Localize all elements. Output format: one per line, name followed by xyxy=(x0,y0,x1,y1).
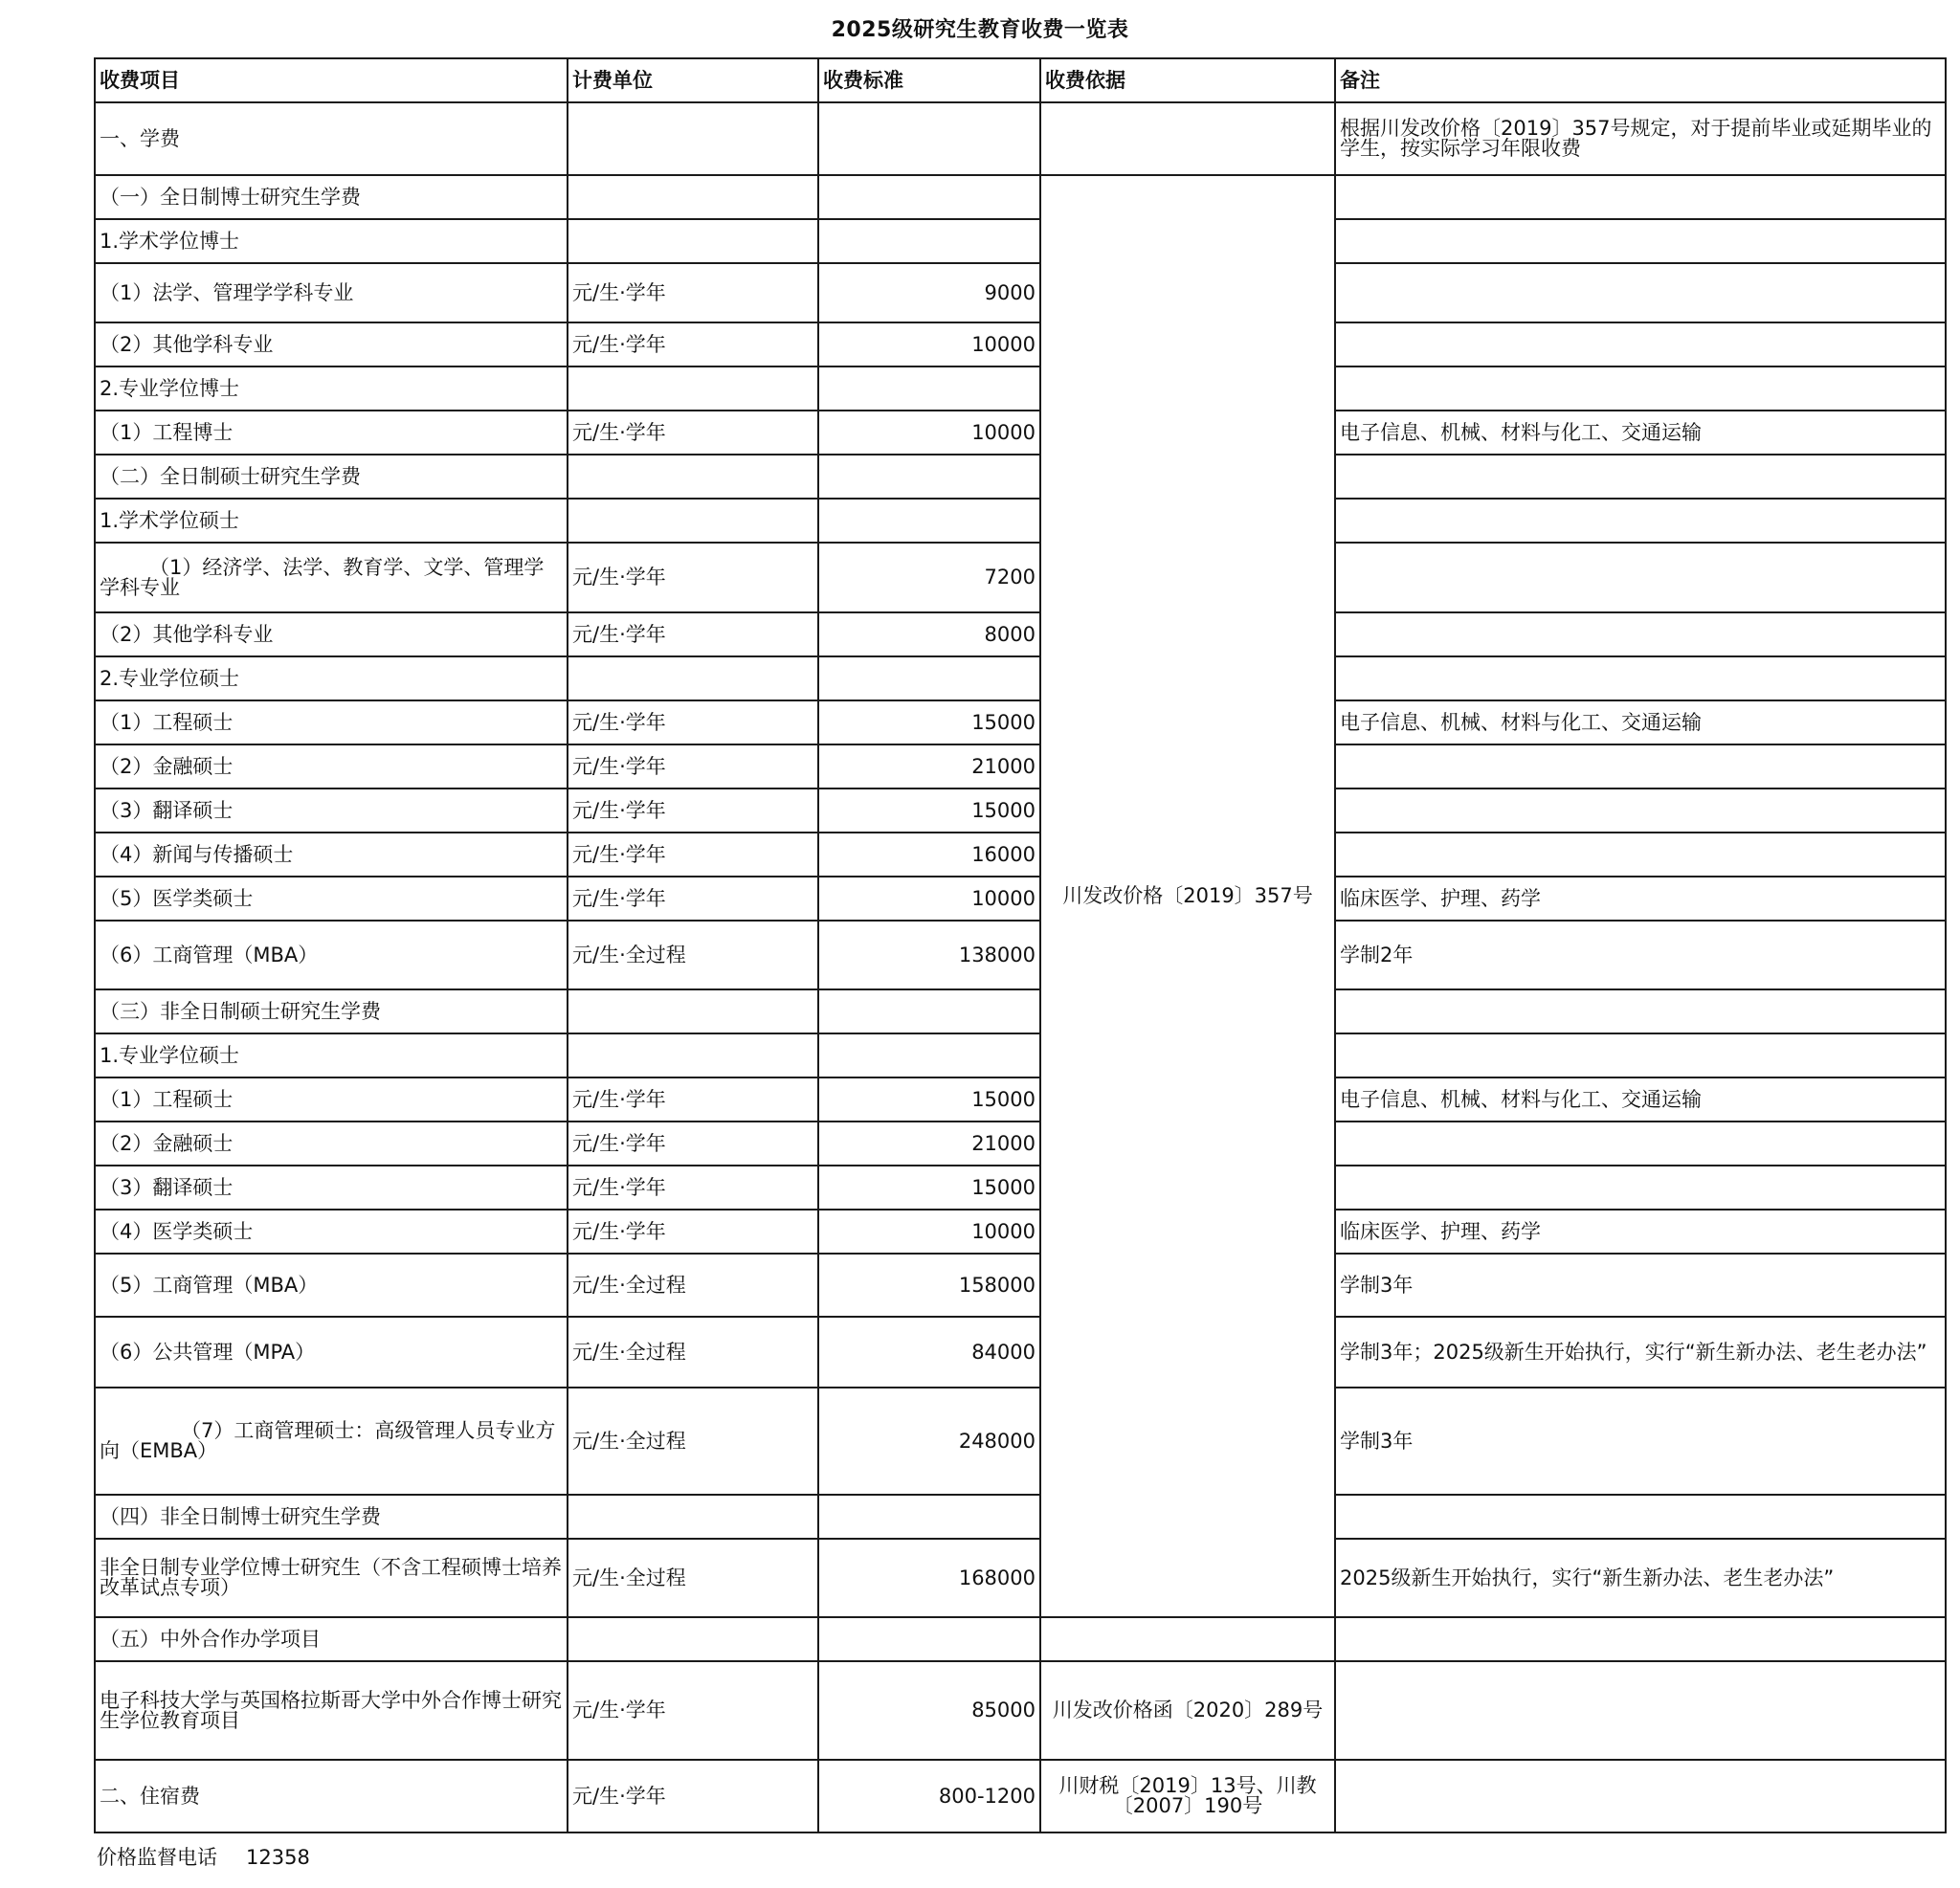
fee-note: 学制3年；2025级新生开始执行，实行“新生新办法、老生老办法” xyxy=(1335,1317,1946,1388)
fee-basis: 川发改价格函〔2020〕289号 xyxy=(1040,1661,1335,1760)
hotline-phone: 12358 xyxy=(246,1846,310,1869)
fee-standard: 10000 xyxy=(818,322,1040,366)
fee-item: 1.学术学位硕士 xyxy=(95,499,568,543)
fee-basis xyxy=(1040,1617,1335,1661)
fee-item: 2.专业学位博士 xyxy=(95,366,568,411)
fee-item: （2）其他学科专业 xyxy=(95,322,568,366)
fee-standard: 16000 xyxy=(818,833,1040,877)
table-row xyxy=(95,175,1946,219)
fee-note xyxy=(1335,175,1946,219)
fee-item: （四）非全日制博士研究生学费 xyxy=(95,1495,568,1539)
fee-note: 临床医学、护理、药学 xyxy=(1335,1210,1946,1254)
fee-standard: 85000 xyxy=(818,1661,1040,1760)
fee-unit: 元/生·全过程 xyxy=(568,1317,818,1388)
fee-unit: 元/生·学年 xyxy=(568,1122,818,1166)
table-row xyxy=(95,989,1946,1033)
table-row xyxy=(95,1254,1946,1317)
fee-unit: 元/生·学年 xyxy=(568,877,818,921)
fee-standard: 10000 xyxy=(818,411,1040,455)
fee-item: 一、学费 xyxy=(95,102,568,175)
table-row xyxy=(95,1317,1946,1388)
fee-unit: 元/生·全过程 xyxy=(568,921,818,989)
fee-standard: 15000 xyxy=(818,789,1040,833)
fee-standard: 138000 xyxy=(818,921,1040,989)
fee-unit xyxy=(568,219,818,263)
fee-note xyxy=(1335,833,1946,877)
hotline-label: 价格监督电话 xyxy=(97,1846,217,1869)
fee-standard: 248000 xyxy=(818,1388,1040,1495)
fee-standard: 168000 xyxy=(818,1539,1040,1617)
fee-item: （1）工程硕士 xyxy=(95,1077,568,1122)
fee-unit xyxy=(568,175,818,219)
fee-item: （5）工商管理（MBA） xyxy=(95,1254,568,1317)
fee-standard: 10000 xyxy=(818,877,1040,921)
fee-item: 非全日制专业学位博士研究生（不含工程硕博士培养改革试点专项） xyxy=(95,1539,568,1617)
fee-unit: 元/生·学年 xyxy=(568,322,818,366)
fee-note: 学制3年 xyxy=(1335,1388,1946,1495)
fee-note xyxy=(1335,1760,1946,1832)
fee-item: （一）全日制博士研究生学费 xyxy=(95,175,568,219)
fee-item: （3）翻译硕士 xyxy=(95,1166,568,1210)
table-row xyxy=(95,1122,1946,1166)
fee-unit: 元/生·学年 xyxy=(568,263,818,322)
fee-item: 二、住宿费 xyxy=(95,1760,568,1832)
fee-unit xyxy=(568,1033,818,1077)
table-row xyxy=(95,700,1946,744)
fee-unit xyxy=(568,499,818,543)
fee-item: （4）新闻与传播硕士 xyxy=(95,833,568,877)
fee-unit: 元/生·学年 xyxy=(568,700,818,744)
table-row xyxy=(95,612,1946,656)
table-row xyxy=(95,263,1946,322)
fee-item: （1）法学、管理学学科专业 xyxy=(95,263,568,322)
table-row xyxy=(95,366,1946,411)
fee-item: 1.学术学位博士 xyxy=(95,219,568,263)
fee-unit: 元/生·学年 xyxy=(568,1760,818,1832)
table-row xyxy=(95,219,1946,263)
fee-note xyxy=(1335,1661,1946,1760)
fee-standard xyxy=(818,175,1040,219)
header-basis: 收费依据 xyxy=(1040,58,1335,102)
fee-standard: 10000 xyxy=(818,1210,1040,1254)
fee-unit: 元/生·全过程 xyxy=(568,1539,818,1617)
table-row xyxy=(95,789,1946,833)
fee-note: 根据川发改价格〔2019〕357号规定，对于提前毕业或延期毕业的学生，按实际学习年限收费 xyxy=(1335,102,1946,175)
table-row xyxy=(95,921,1946,989)
fee-note xyxy=(1335,263,1946,322)
fee-item: （4）医学类硕士 xyxy=(95,1210,568,1254)
fee-unit xyxy=(568,102,818,175)
fee-item: （2）金融硕士 xyxy=(95,744,568,789)
table-row xyxy=(95,833,1946,877)
table-row xyxy=(95,1661,1946,1760)
fee-note xyxy=(1335,322,1946,366)
fee-unit: 元/生·学年 xyxy=(568,1077,818,1122)
fee-unit xyxy=(568,1495,818,1539)
fee-standard: 9000 xyxy=(818,263,1040,322)
fee-standard: 7200 xyxy=(818,543,1040,612)
fee-unit: 元/生·学年 xyxy=(568,1661,818,1760)
fee-note xyxy=(1335,366,1946,411)
fee-standard xyxy=(818,656,1040,700)
fee-standard: 15000 xyxy=(818,1166,1040,1210)
header-item: 收费项目 xyxy=(95,58,568,102)
table-row xyxy=(95,499,1946,543)
fee-standard xyxy=(818,1033,1040,1077)
fee-item: （3）翻译硕士 xyxy=(95,789,568,833)
table-row xyxy=(95,1210,1946,1254)
table-row xyxy=(95,1166,1946,1210)
fee-item: （2）其他学科专业 xyxy=(95,612,568,656)
table-row xyxy=(95,656,1946,700)
fee-note xyxy=(1335,656,1946,700)
fee-item: （1）经济学、法学、教育学、文学、管理学学科专业 xyxy=(95,543,568,612)
fee-item: （7）工商管理硕士：高级管理人员专业方向（EMBA） xyxy=(95,1388,568,1495)
fee-item: （三）非全日制硕士研究生学费 xyxy=(95,989,568,1033)
fee-note xyxy=(1335,789,1946,833)
table-row xyxy=(95,455,1946,499)
fee-unit: 元/生·学年 xyxy=(568,833,818,877)
fee-note xyxy=(1335,744,1946,789)
fee-note xyxy=(1335,499,1946,543)
fee-unit: 元/生·学年 xyxy=(568,1166,818,1210)
table-row xyxy=(95,543,1946,612)
fee-note: 临床医学、护理、药学 xyxy=(1335,877,1946,921)
fee-note: 学制3年 xyxy=(1335,1254,1946,1317)
fee-note xyxy=(1335,543,1946,612)
fee-note: 学制2年 xyxy=(1335,921,1946,989)
fee-note xyxy=(1335,1122,1946,1166)
fee-note xyxy=(1335,989,1946,1033)
fee-note: 电子信息、机械、材料与化工、交通运输 xyxy=(1335,700,1946,744)
fee-unit xyxy=(568,989,818,1033)
fee-note: 2025级新生开始执行，实行“新生新办法、老生老办法” xyxy=(1335,1539,1946,1617)
page-title: 2025级研究生教育收费一览表 xyxy=(831,18,1129,42)
fee-item: （2）金融硕士 xyxy=(95,1122,568,1166)
footer xyxy=(97,1842,339,1871)
table-row xyxy=(95,322,1946,366)
fee-standard xyxy=(818,1495,1040,1539)
fee-standard: 84000 xyxy=(818,1317,1040,1388)
fee-basis-merged: 川发改价格〔2019〕357号 xyxy=(1040,175,1335,1617)
fee-item: 1.专业学位硕士 xyxy=(95,1033,568,1077)
table-row xyxy=(95,1539,1946,1617)
fee-unit xyxy=(568,366,818,411)
fee-unit: 元/生·学年 xyxy=(568,744,818,789)
fee-note xyxy=(1335,1166,1946,1210)
fee-unit xyxy=(568,1617,818,1661)
fee-item: （1）工程博士 xyxy=(95,411,568,455)
fee-standard: 158000 xyxy=(818,1254,1040,1317)
fee-unit: 元/生·全过程 xyxy=(568,1254,818,1317)
fee-standard xyxy=(818,989,1040,1033)
fee-unit xyxy=(568,656,818,700)
fee-note xyxy=(1335,1495,1946,1539)
fee-note: 电子信息、机械、材料与化工、交通运输 xyxy=(1335,411,1946,455)
header-unit: 计费单位 xyxy=(568,58,818,102)
fee-unit: 元/生·学年 xyxy=(568,789,818,833)
fee-item: 2.专业学位硕士 xyxy=(95,656,568,700)
fee-note xyxy=(1335,219,1946,263)
fee-standard: 8000 xyxy=(818,612,1040,656)
table-row xyxy=(95,744,1946,789)
fee-standard: 800-1200 xyxy=(818,1760,1040,1832)
table-row xyxy=(95,1495,1946,1539)
fee-basis: 川财税〔2019〕13号、川教〔2007〕190号 xyxy=(1040,1760,1335,1832)
fee-unit: 元/生·学年 xyxy=(568,411,818,455)
fee-standard: 15000 xyxy=(818,1077,1040,1122)
table-row xyxy=(95,1388,1946,1495)
fee-note: 电子信息、机械、材料与化工、交通运输 xyxy=(1335,1077,1946,1122)
fee-unit: 元/生·全过程 xyxy=(568,1388,818,1495)
fee-item: （1）工程硕士 xyxy=(95,700,568,744)
fee-unit: 元/生·学年 xyxy=(568,1210,818,1254)
fee-item: 电子科技大学与英国格拉斯哥大学中外合作博士研究生学位教育项目 xyxy=(95,1661,568,1760)
table-row xyxy=(95,411,1946,455)
fee-table xyxy=(94,57,1947,1833)
fee-note xyxy=(1335,1033,1946,1077)
fee-standard xyxy=(818,1617,1040,1661)
fee-standard xyxy=(818,366,1040,411)
table-row xyxy=(95,1033,1946,1077)
fee-item: （二）全日制硕士研究生学费 xyxy=(95,455,568,499)
table-row xyxy=(95,1760,1946,1832)
fee-item: （6）工商管理（MBA） xyxy=(95,921,568,989)
table-row xyxy=(95,877,1946,921)
header-note: 备注 xyxy=(1335,58,1946,102)
fee-standard xyxy=(818,102,1040,175)
fee-item: （6）公共管理（MPA） xyxy=(95,1317,568,1388)
fee-basis xyxy=(1040,102,1335,175)
table-row xyxy=(95,1617,1946,1661)
fee-standard xyxy=(818,455,1040,499)
fee-standard xyxy=(818,499,1040,543)
fee-standard: 21000 xyxy=(818,744,1040,789)
header-standard: 收费标准 xyxy=(818,58,1040,102)
fee-unit: 元/生·学年 xyxy=(568,543,818,612)
header-row xyxy=(95,58,1946,102)
fee-unit xyxy=(568,455,818,499)
fee-note xyxy=(1335,612,1946,656)
fee-standard xyxy=(818,219,1040,263)
fee-unit: 元/生·学年 xyxy=(568,612,818,656)
fee-item: （5）医学类硕士 xyxy=(95,877,568,921)
fee-note xyxy=(1335,455,1946,499)
fee-item: （五）中外合作办学项目 xyxy=(95,1617,568,1661)
fee-note xyxy=(1335,1617,1946,1661)
table-row xyxy=(95,1077,1946,1122)
fee-standard: 15000 xyxy=(818,700,1040,744)
table-row xyxy=(95,102,1946,175)
fee-standard: 21000 xyxy=(818,1122,1040,1166)
